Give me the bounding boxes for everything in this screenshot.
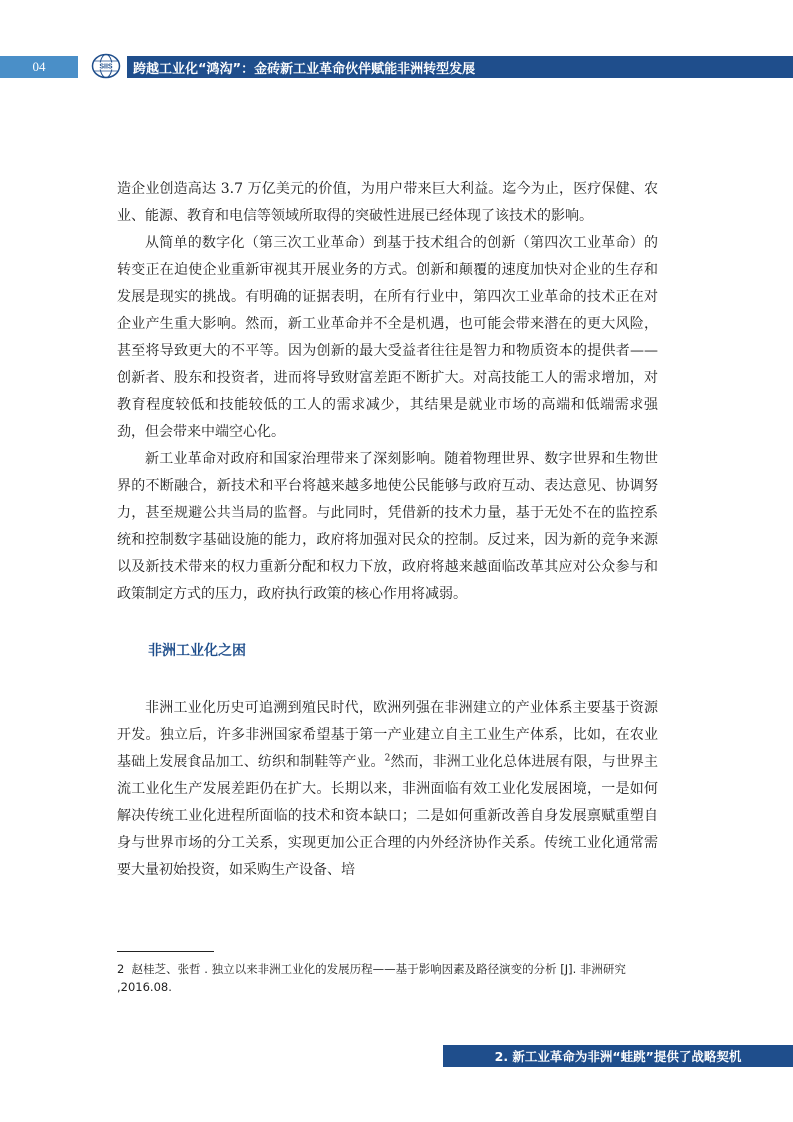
logo-text: SIIS [99, 63, 113, 71]
paragraph-3: 新工业革命对政府和国家治理带来了深刻影响。随着物理世界、数字世界和生物世界的不断融合，新技术和平台将越来越多地使公民能够与政府互动、表达意见、协调努力，甚至规避公共当局的监督。与此同时，凭借新的技术力量，基于无处不在的监控系统和控制数字基础设施的能力，政府将加强对民众的控制。反过来，因为新的竞争来源以及新技术带来的权力重新分配和权力下放，政府将越来越面临改革其应对公众参与和政策制定方式的压力，政府执行政策的核心作用将减弱。 [117, 451, 658, 602]
siis-logo [91, 53, 121, 79]
paragraph-2: 从简单的数字化（第三次工业革命）到基于技术组合的创新（第四次工业革命）的转变正在迫使企业重新审视其开展业务的方式。创新和颠覆的速度加快对企业的生存和发展是现实的挑战。有明确的证据表明，在所有行业中，第四次工业革命的技术正在对企业产生重大影响。然而，新工业革命并不全是机遇，也可能会带来潜在的更大风险，甚至将导致更大的不平等。因为创新的最大受益者往往是智力和物质资本的提供者——创新者、股东和投资者，进而将导致财富差距不断扩大。对高技能工人的需求增加，对教育程度较低和技能较低的工人的需求减少，其结果是就业市场的高端和低端需求强劲，但会带来中端空心化。 [117, 235, 658, 440]
paragraph-4-part-a: 非洲工业化历史可追溯到殖民时代，欧洲列强在非洲建立的产业体系主要基于资源开发。独立后，许多非洲国家希望基于第一产业建立自主工业生产体系，比如，在农业基础上发展食品加工、纺织和制鞋等产业。 [117, 700, 658, 770]
footer-section-bar [443, 1045, 793, 1067]
document-title: 跨越工业化“鸿沟”：金砖新工业革命伙伴赋能非洲转型发展 [133, 61, 476, 77]
footer-section-title: 2. 新工业革命为非洲“蛙跳”提供了战略契机 [494, 1049, 742, 1064]
footnote-divider [117, 951, 214, 952]
paragraph-4 [117, 695, 658, 884]
main-content [117, 176, 658, 884]
page-number-text: 04 [32, 59, 46, 74]
footnote-reference[interactable]: 2 [384, 753, 391, 764]
header-title-bar [127, 56, 793, 78]
footnote [117, 960, 677, 996]
footnote-number: 2 [117, 962, 125, 976]
footnote-text: 赵桂芝、张哲 . 独立以来非洲工业化的发展历程——基于影响因素及路径演变的分析 [J]. 非洲研究 ,2016.08. [117, 962, 626, 994]
paragraph-4-part-b: 然而，非洲工业化总体进展有限，与世界主流工业化生产发展差距仍在扩大。长期以来，非洲面临有效工业化发展困境，一是如何解决传统工业化进程所面临的技术和资本缺口；二是如何重新改善自身发展禀赋重塑自身与世界市场的分工关系，实现更加公正合理的内外经济协作关系。传统工业化通常需要大量初始投资，如采购生产设备、培 [117, 754, 659, 878]
page-number [0, 56, 78, 78]
section-heading: 非洲工业化之困 [148, 643, 246, 659]
paragraph-1: 造企业创造高达 3.7 万亿美元的价值，为用户带来巨大利益。迄今为止，医疗保健、农业、能源、教育和电信等领域所取得的突破性进展已经体现了该技术的影响。 [117, 181, 658, 224]
globe-logo-icon [91, 53, 121, 79]
